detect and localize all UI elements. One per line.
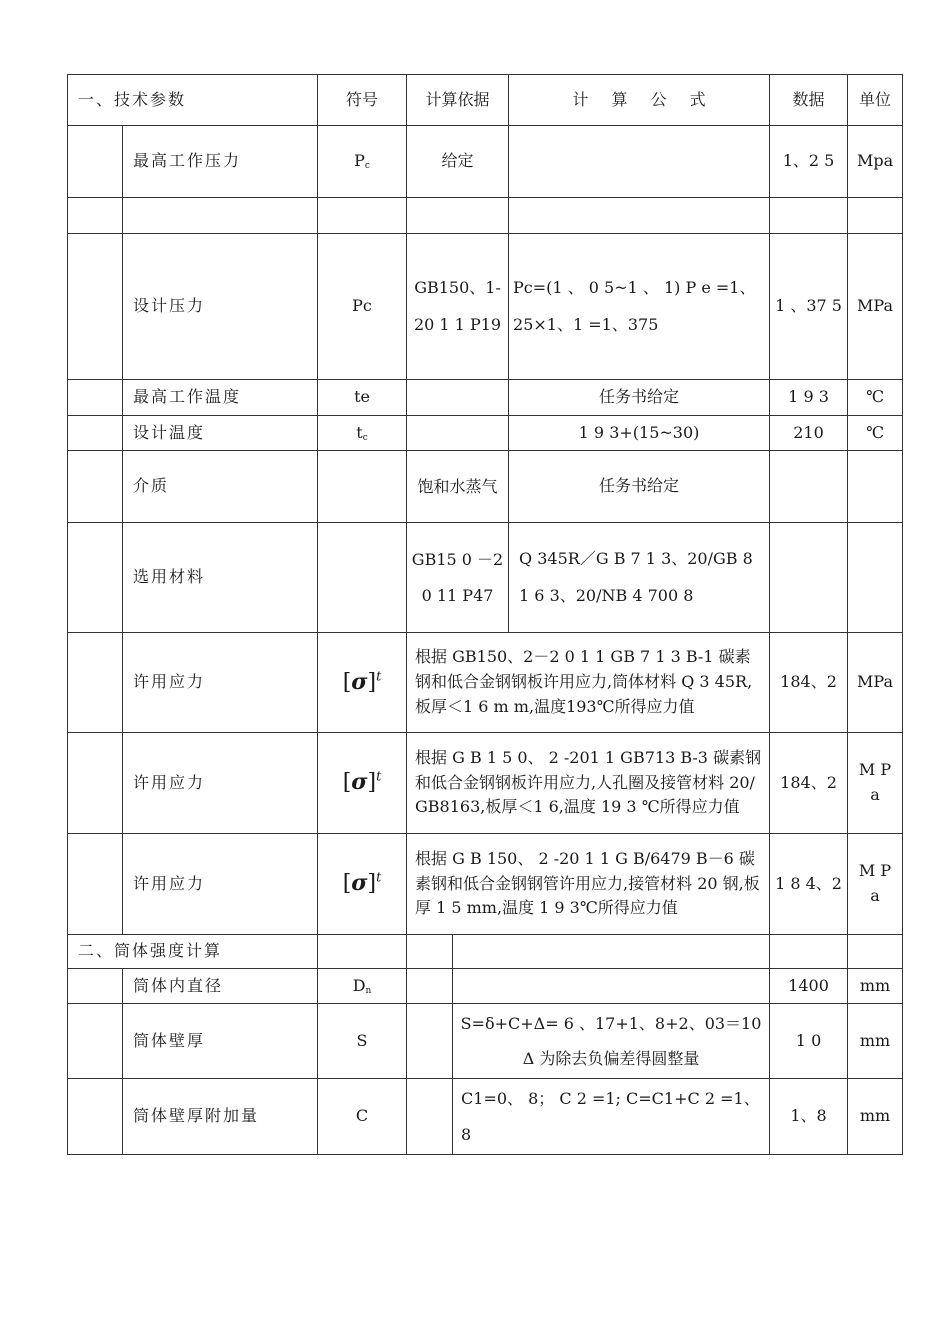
param-name: 选用材料 [123, 523, 318, 633]
formula-header: 计 算 公 式 [509, 75, 770, 126]
table-row [68, 733, 903, 834]
param-name: 许用应力 [123, 633, 318, 733]
table-row [68, 523, 903, 633]
table-row [68, 1079, 903, 1154]
section-title: 一、技术参数 [68, 75, 318, 126]
table-row [68, 380, 903, 416]
table-row [68, 416, 903, 451]
param-formula [453, 969, 770, 1004]
param-unit: mm [848, 1079, 903, 1154]
param-formula: 任务书给定 [509, 451, 770, 523]
table-header-row [68, 75, 903, 126]
table-row [68, 834, 903, 935]
param-name: 许用应力 [123, 733, 318, 834]
param-formula: 1 9 3+(15~30) [509, 416, 770, 451]
param-desc: 根据 G B 1 5 0、 2 -201 1 GB713 B-3 碳素钢和低合金钢钢板许用应力,人孔圈及接管材料 20/GB8163,板厚＜1 6,温度 19 3 ℃所得应力值 [407, 733, 770, 834]
table-row [68, 633, 903, 733]
param-basis: GB15 0 －2 0 11 P47 [407, 523, 509, 633]
param-unit: ℃ [848, 380, 903, 416]
param-formula: 任务书给定 [509, 380, 770, 416]
parameter-table [67, 74, 903, 1155]
sigma-symbol: $[\sigma]^t$ [318, 834, 407, 935]
param-unit: MPa [848, 234, 903, 380]
table-row [68, 969, 903, 1004]
param-data: 184、2 [770, 733, 848, 834]
param-name: 筒体壁厚附加量 [123, 1079, 318, 1154]
param-data: 210 [770, 416, 848, 451]
section-title: 二、筒体强度计算 [68, 935, 318, 969]
sigma-symbol: $[\sigma]^t$ [318, 733, 407, 834]
param-symbol: Pc [318, 234, 407, 380]
param-desc: 根据 GB150、2－2 0 1 1 GB 7 1 3 B-1 碳素钢和低合金钢钢板许用应力,筒体材料 Q 3 45R,板厚＜1 6 m m,温度193℃所得应力值 [407, 633, 770, 733]
empty-row [68, 198, 903, 234]
unit-header: 单位 [848, 75, 903, 126]
param-data: 1、2 5 [770, 126, 848, 198]
param-formula: C1=0、 8； C 2 =1; C=C1+C 2 =1、8 [453, 1079, 770, 1154]
param-name: 介质 [123, 451, 318, 523]
param-name: 设计压力 [123, 234, 318, 380]
param-name: 设计温度 [123, 416, 318, 451]
param-name: 许用应力 [123, 834, 318, 935]
param-unit: mm [848, 969, 903, 1004]
param-data: 1 8 4、2 [770, 834, 848, 935]
param-formula: S=δ+C+Δ= 6 、17+1、8+2、03＝10 Δ 为除去负偏差得圆整量 [453, 1004, 770, 1079]
param-data: 1 、37 5 [770, 234, 848, 380]
basis-header: 计算依据 [407, 75, 509, 126]
param-formula [509, 126, 770, 198]
param-unit: M P a [848, 834, 903, 935]
section-row [68, 935, 903, 969]
param-formula: Q 345R／G B 7 1 3、20/GB 8 1 6 3、20/NB 4 700 8 [509, 523, 770, 633]
param-symbol: C [318, 1079, 407, 1154]
symbol-header: 符号 [318, 75, 407, 126]
param-name: 最高工作温度 [123, 380, 318, 416]
param-symbol: $D_n$ [318, 969, 407, 1004]
param-symbol: $t_c$ [318, 416, 407, 451]
table-row [68, 234, 903, 380]
param-unit: Mpa [848, 126, 903, 198]
param-name: 筒体壁厚 [123, 1004, 318, 1079]
param-data: 1 0 [770, 1004, 848, 1079]
param-desc: 根据 G B 150、 2 -20 1 1 G B/6479 B－6 碳素钢和低合金钢钢管许用应力,接管材料 20 钢,板厚 1 5 mm,温度 1 9 3℃所得应力值 [407, 834, 770, 935]
data-header: 数据 [770, 75, 848, 126]
table-row [68, 1004, 903, 1079]
param-name: 筒体内直径 [123, 969, 318, 1004]
param-basis: GB150、1-20 1 1 P19 [407, 234, 509, 380]
param-unit: mm [848, 1004, 903, 1079]
param-name: 最高工作压力 [123, 126, 318, 198]
param-unit: M P a [848, 733, 903, 834]
param-symbol: S [318, 1004, 407, 1079]
param-unit: MPa [848, 633, 903, 733]
param-data: 1 9 3 [770, 380, 848, 416]
param-basis: 饱和水蒸气 [407, 451, 509, 523]
table-row [68, 451, 903, 523]
param-unit: ℃ [848, 416, 903, 451]
param-data: 184、2 [770, 633, 848, 733]
param-data: 1、8 [770, 1079, 848, 1154]
param-symbol: $P_c$ [318, 126, 407, 198]
param-data: 1400 [770, 969, 848, 1004]
table-row [68, 126, 903, 198]
param-formula: Pc=(1 、 0 5~1 、 1) P e =1、25×1、1 =1、375 [509, 234, 770, 380]
param-symbol: te [318, 380, 407, 416]
param-basis: 给定 [407, 126, 509, 198]
sigma-symbol: $[\sigma]^t$ [318, 633, 407, 733]
